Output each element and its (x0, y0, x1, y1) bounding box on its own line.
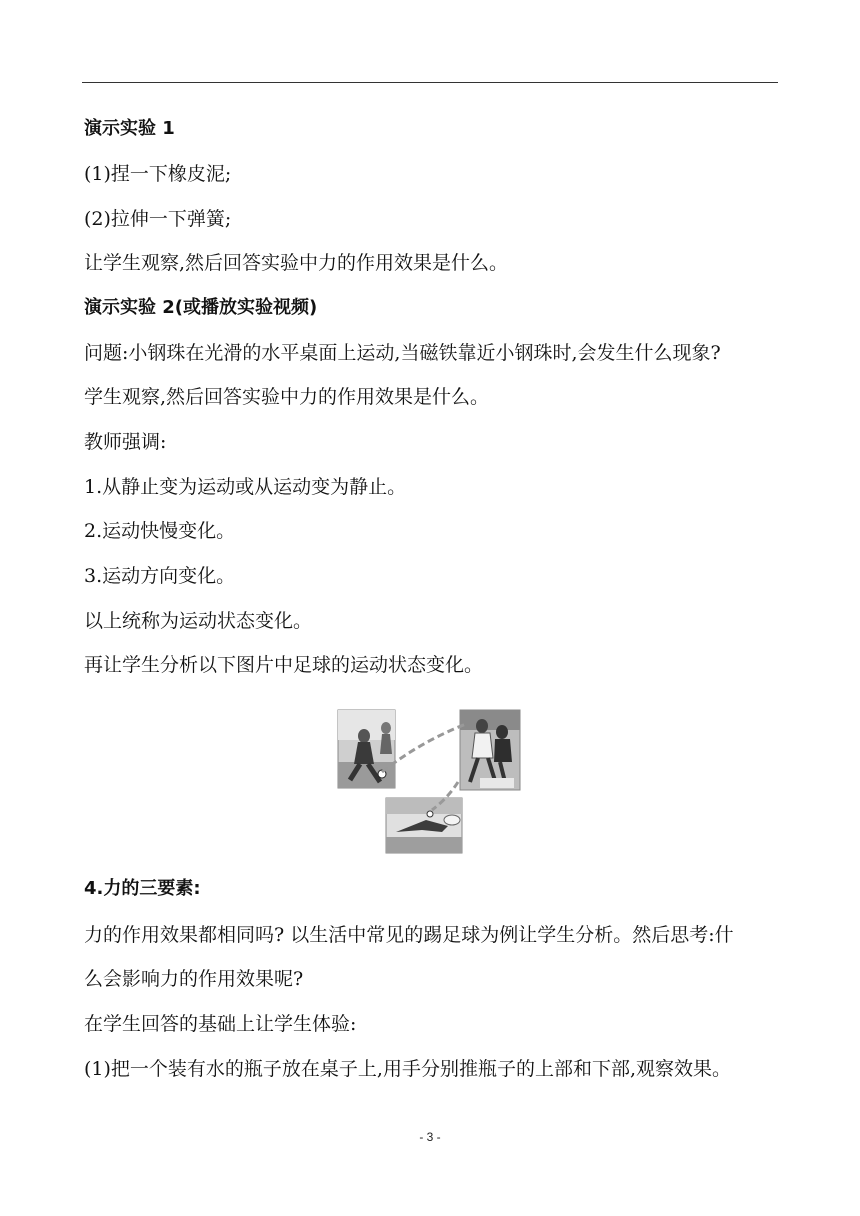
list-item: 1.从静止变为运动或从运动变为静止。 (84, 476, 407, 498)
heading-three-elements: 4.力的三要素: (84, 878, 201, 899)
soccer-figure (330, 702, 530, 858)
paragraph: (2)拉伸一下弹簧; (84, 208, 232, 230)
paragraph: 让学生观察,然后回答实验中力的作用效果是什么。 (84, 252, 509, 274)
paragraph: 学生观察,然后回答实验中力的作用效果是什么。 (84, 386, 490, 408)
paragraph: 么会影响力的作用效果呢? (84, 968, 304, 990)
paragraph: 再让学生分析以下图片中足球的运动状态变化。 (84, 654, 484, 676)
paragraph: 以上统称为运动状态变化。 (84, 610, 313, 632)
page-number: - 3 - (419, 1130, 441, 1144)
paragraph: 问题:小钢珠在光滑的水平桌面上运动,当磁铁靠近小钢珠时,会发生什么现象? (84, 342, 721, 364)
paragraph: (1)把一个装有水的瓶子放在桌子上,用手分别推瓶子的上部和下部,观察效果。 (84, 1058, 731, 1080)
list-item: 3.运动方向变化。 (84, 565, 236, 587)
soccer-photos-image (330, 702, 530, 858)
paragraph: 教师强调: (84, 431, 167, 453)
heading-demo-2: 演示实验 2(或播放实验视频) (84, 297, 318, 318)
heading-demo-1: 演示实验 1 (84, 118, 175, 139)
paragraph: (1)捏一下橡皮泥; (84, 163, 232, 185)
list-item: 2.运动快慢变化。 (84, 520, 236, 542)
paragraph: 在学生回答的基础上让学生体验: (84, 1013, 357, 1035)
paragraph: 力的作用效果都相同吗? 以生活中常见的踢足球为例让学生分析。然后思考:什 (84, 924, 734, 946)
header-rule (82, 82, 778, 83)
